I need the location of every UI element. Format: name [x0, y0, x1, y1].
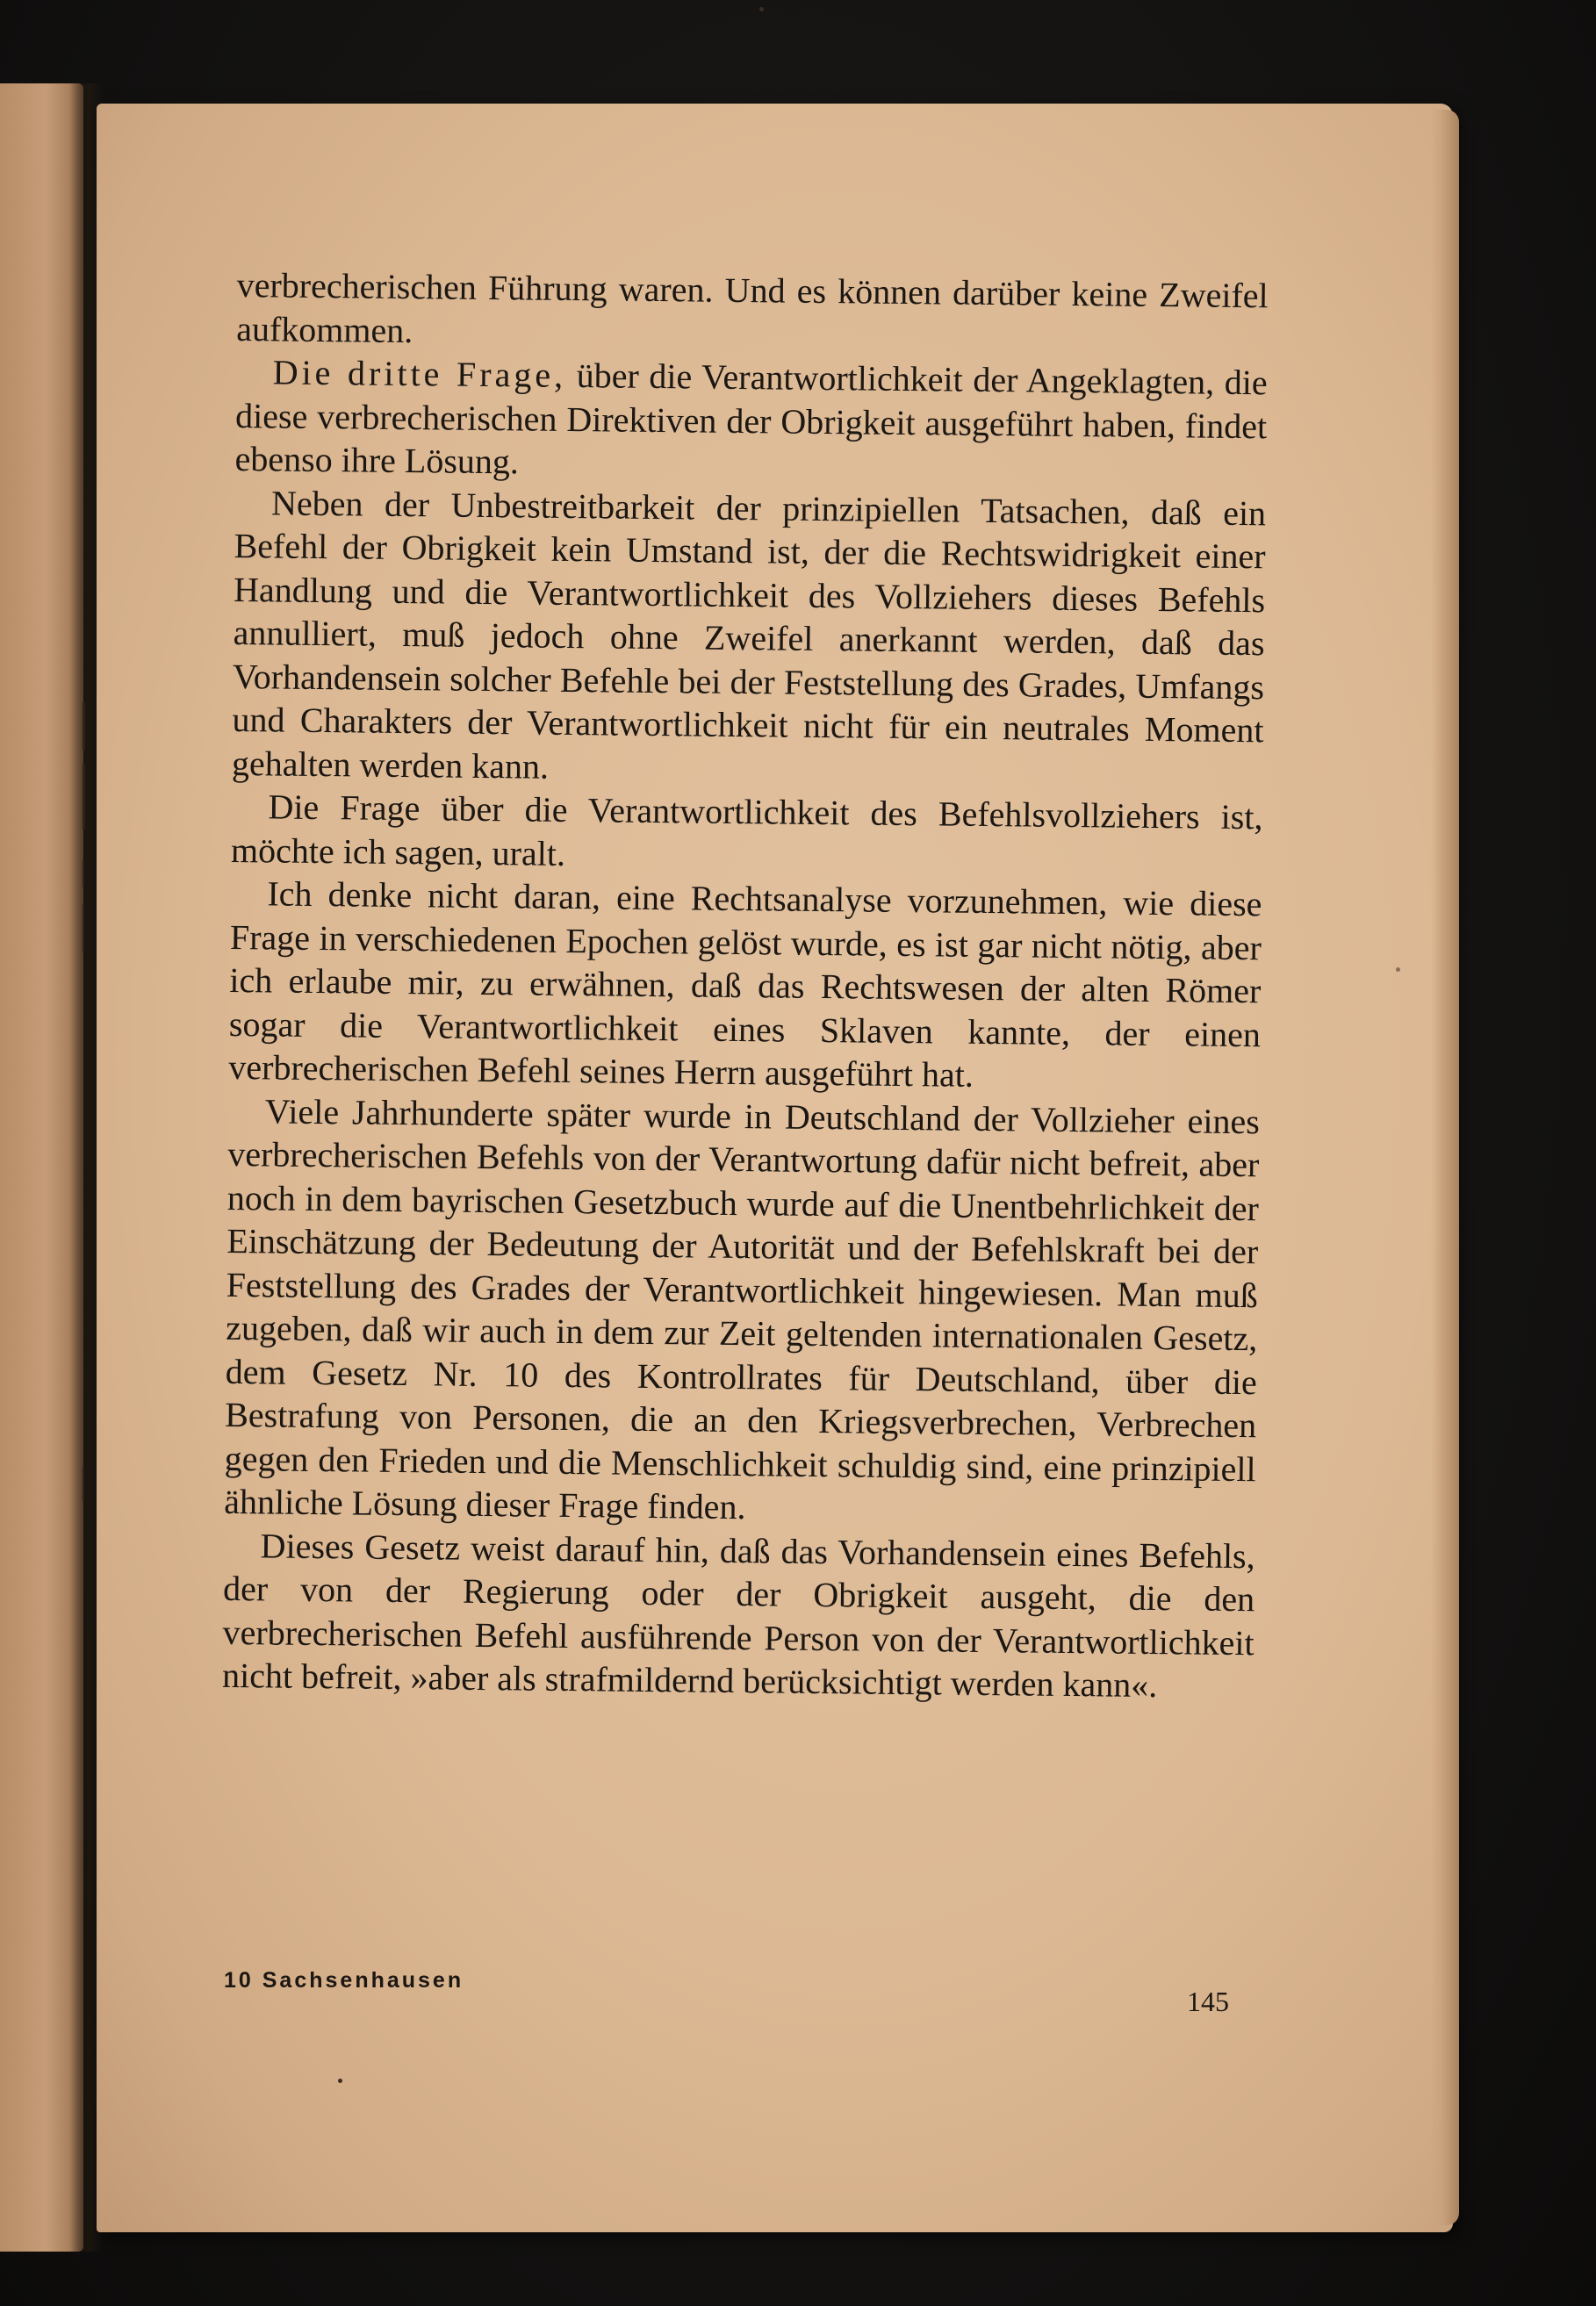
paragraph: Viele Jahrhunderte später wurde in Deutschland der Vollzieher eines verbrecherischen Befehls von der Verantwortung dafür nicht befreit, aber noch in dem bayrischen Gesetzbuch wurde auf die Unentbehrlichkeit der Einschätzung der Bedeutung der Autorität und der Befehlskraft bei der Feststellung des Grades der Verantwortlichkeit hingewiesen. Man muß zugeben, daß wir auch in dem zur Zeit geltenden internationalen Gesetz, dem Gesetz Nr. 10 des Kontrollrates für Deutschland, über die Bestrafung von Personen, die an den Kriegsverbrechen, Verbrechen gegen den Frieden und die Menschlichkeit schuldig sind, eine prinzipiell ähnliche Lösung dieser Frage finden.: [223, 1090, 1261, 1527]
dust-speck: [338, 2079, 342, 2083]
page-text: [222, 263, 1269, 1708]
paragraph: Dieses Gesetz weist darauf hin, daß das Vorhandensein eines Befehls, der von der Regierung oder der Obrigkeit ausgeht, die den verbrecherischen Befehl ausführende Person von der Verantwortlichkeit nicht befreit, »aber als strafmildernd berücksichtigt werden kann«.: [221, 1525, 1255, 1706]
page-number: 145: [1187, 1986, 1229, 2017]
paragraph-text: über die Verantwortlichkeit der Angeklagten, die diese verbrecherischen Direktiven der Obrigkeit ausgeführt haben, findet ebenso ihre Lösung.: [234, 356, 1268, 482]
signature-mark: 10 Sachsenhausen: [224, 1968, 464, 1993]
dust-speck: [759, 7, 764, 11]
paragraph: Die Frage über die Verantwortlichkeit des Befehlsvollziehers ist, möchte ich sagen, uralt.: [230, 787, 1263, 873]
facing-page-marks: [77, 702, 90, 1580]
spaced-phrase: Die dritte Frage,: [272, 352, 567, 395]
page-edge-curl: [1431, 110, 1459, 2225]
paragraph: Neben der Unbestreitbarkeit der prinzipiellen Tatsachen, daß ein Befehl der Obrigkeit kein Umstand ist, der die Rechtswidrigkeit einer Handlung und die Verantwortlichkeit des Vollziehers dieses Befehls annulliert, muß jedoch ohne Zweifel anerkannt werden, daß das Vorhandensein solcher Befehle bei der Feststellung des Grades, Umfangs und Charakters der Verantwortlichkeit nicht für ein neutrales Moment gehalten werden kann.: [231, 482, 1267, 787]
paragraph: Ich denke nicht daran, eine Rechtsanalyse vorzunehmen, wie diese Frage in verschiedenen Epochen gelöst wurde, es ist gar nicht nötig, aber ich erlaube mir, zu erwähnen, daß das Rechtswesen der alten Römer sogar die Verantwortlichkeit eines Sklaven kannte, der einen verbrecherischen Befehl seines Herrn ausgeführt hat.: [228, 873, 1262, 1095]
paragraph: verbrecherischen Führung waren. Und es können darüber keine Zweifel aufkommen.: [235, 264, 1269, 350]
dust-speck: [1396, 967, 1400, 972]
paragraph: [234, 350, 1267, 492]
